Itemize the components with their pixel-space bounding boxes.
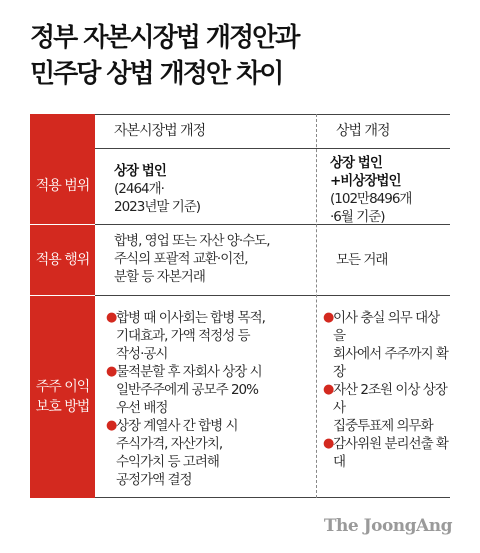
list-item: ● 이사 충실 의무 대상을 회사에서 주주까지 확장 [323,310,448,380]
bullet-icon: ● [106,364,117,379]
comparison-table [30,114,450,498]
bullet-icon: ● [106,418,117,433]
cell-acts-commercial: 모든 거래 [336,252,388,268]
row-label-scope: 적용 범위 [35,178,90,194]
cell-protection-commercial [323,309,450,471]
list-item: ● 감사위원 분리선출 확대 [323,436,448,470]
bullet-icon: ● [323,310,334,325]
row-header-column [30,114,95,498]
page-title [30,20,298,92]
row-label-protection: 주주 이익 보호 방법 [35,379,90,415]
list-item: ● 자산 2조원 이상 상장사 집중투표제 의무화 [323,382,447,434]
bullet-icon: ● [323,436,334,451]
row-divider [30,295,95,296]
bullet-icon: ● [323,382,334,397]
row-divider [30,224,95,225]
header-commercial-act: 상법 개정 [336,123,390,139]
column-divider [316,114,317,498]
cell-acts-capital: 합병, 영업 또는 자산 양·수도, 주식의 포괄적 교환·이전, 분할 등 자본거래 [114,233,270,285]
list-item: ● 물적분할 후 자회사 상장 시 일반주주에게 공모주 20% 우선 배정 [106,364,262,416]
title-line-1: 정부 자본시장법 개정안과 [30,23,299,53]
row-label-acts: 적용 행위 [35,252,90,268]
table-bottom-rule [95,497,450,498]
table-header-rule [95,148,450,149]
bullet-icon: ● [106,310,117,325]
title-line-2: 민주당 상법 개정안 차이 [30,59,283,89]
list-item: ● 합병 때 이사회는 합병 목적, 기대효과, 가액 적정성 등 작성·공시 [106,310,265,362]
header-capital-markets-act: 자본시장법 개정 [114,123,206,139]
cell-protection-capital [106,309,311,489]
source-logo: The JoongAng [323,516,452,536]
cell-scope-commercial: 상장 법인 +비상장법인 (102만8496개 ·6월 기준) [330,155,412,225]
cell-scope-capital: 상장 법인 (2464개· 2023년말 기준) [114,163,201,215]
row-divider [95,295,450,296]
list-item: ● 상장 계열사 간 합병 시 주식가격, 자산가치, 수익가치 등 고려해 공정가액 결정 [106,418,238,488]
